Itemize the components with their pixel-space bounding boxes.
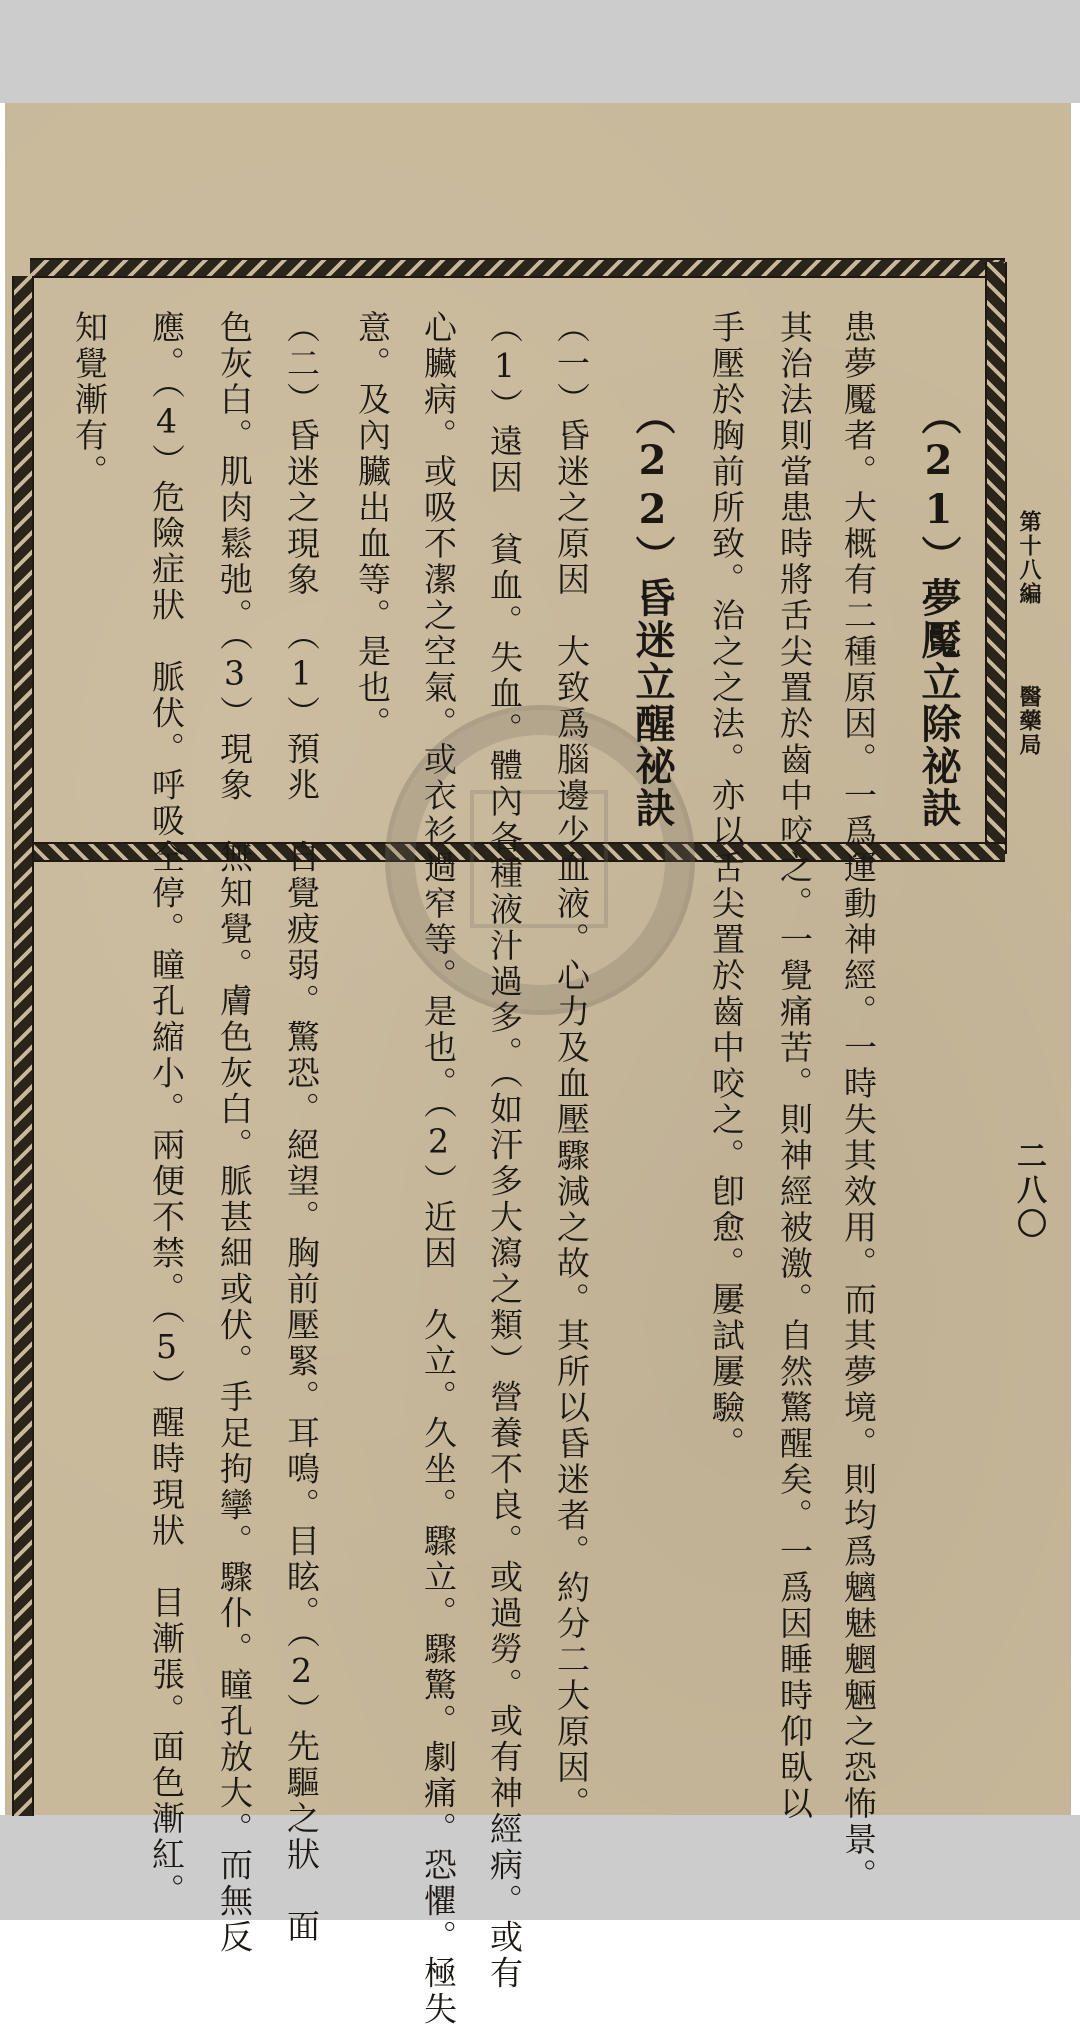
frame-border-right xyxy=(985,262,1007,854)
top-margin xyxy=(0,0,1080,103)
section-21-line-1: 患夢魘者。大概有二種原因。一爲運動神經。一時失其效用。而其夢境。則均爲魑魅魍魎之恐怖景。 xyxy=(839,310,878,1894)
section-21-title: （21）夢魘立除祕訣 xyxy=(915,395,962,829)
section-22-title: （22）昏迷立醒祕訣 xyxy=(629,395,676,829)
section-21-line-2: 其治法則當患時將舌尖置於齒中咬之。一覺痛苦。則神經被激。自然驚醒矣。一爲因睡時仰臥以 xyxy=(775,310,814,1822)
frame-border-top xyxy=(30,258,1005,278)
section-22-line-3: 心臟病。或吸不潔之空氣。或衣衫過窄等。是也。（2）近因 久立。久坐。驟立。驟驚。劇痛。恐懼。極失 xyxy=(419,310,458,2028)
series-label: 第十八編 xyxy=(1016,510,1042,606)
section-22-line-1: （一）昏迷之原因 大致爲腦邊少血液。心力及血壓驟減之故。其所以昏迷者。約分二大原因。 xyxy=(552,310,591,1822)
section-22-line-6: 色灰白。肌肉鬆弛。（3）現象 無知覺。膚色灰白。脈甚細或伏。手足拘攣。驟仆。瞳孔放大。而無反 xyxy=(215,310,254,1956)
frame-border-left xyxy=(12,276,34,1816)
section-22-line-7: 應。（4）危險症狀 脈伏。呼吸全停。瞳孔縮小。兩便不禁。（5）醒時現狀 目漸張。面色漸紅。 xyxy=(147,310,186,1909)
section-22-line-8: 知覺漸有。 xyxy=(70,310,109,490)
section-22-line-4: 意。及內臟出血等。是也。 xyxy=(353,310,392,742)
page-number: 二八〇 xyxy=(1011,1140,1046,1242)
section-21-line-3: 手壓於胸前所致。治之之法。亦以舌尖置於齒中咬之。卽愈。屢試屢驗。 xyxy=(707,310,746,1462)
section-22-line-5: （二）昏迷之現象 （1）預兆 自覺疲弱。驚恐。絕望。胸前壓緊。耳鳴。目眩。（2）先驅之狀 面 xyxy=(282,310,321,1945)
section-22-line-2: （1）遠因 貧血。失血。體內各種液汁過多。（如汗多大瀉之類）營養不良。或過勞。或有神經病。或有 xyxy=(485,310,524,1992)
publisher-label: 醫藥局 xyxy=(1016,685,1042,757)
